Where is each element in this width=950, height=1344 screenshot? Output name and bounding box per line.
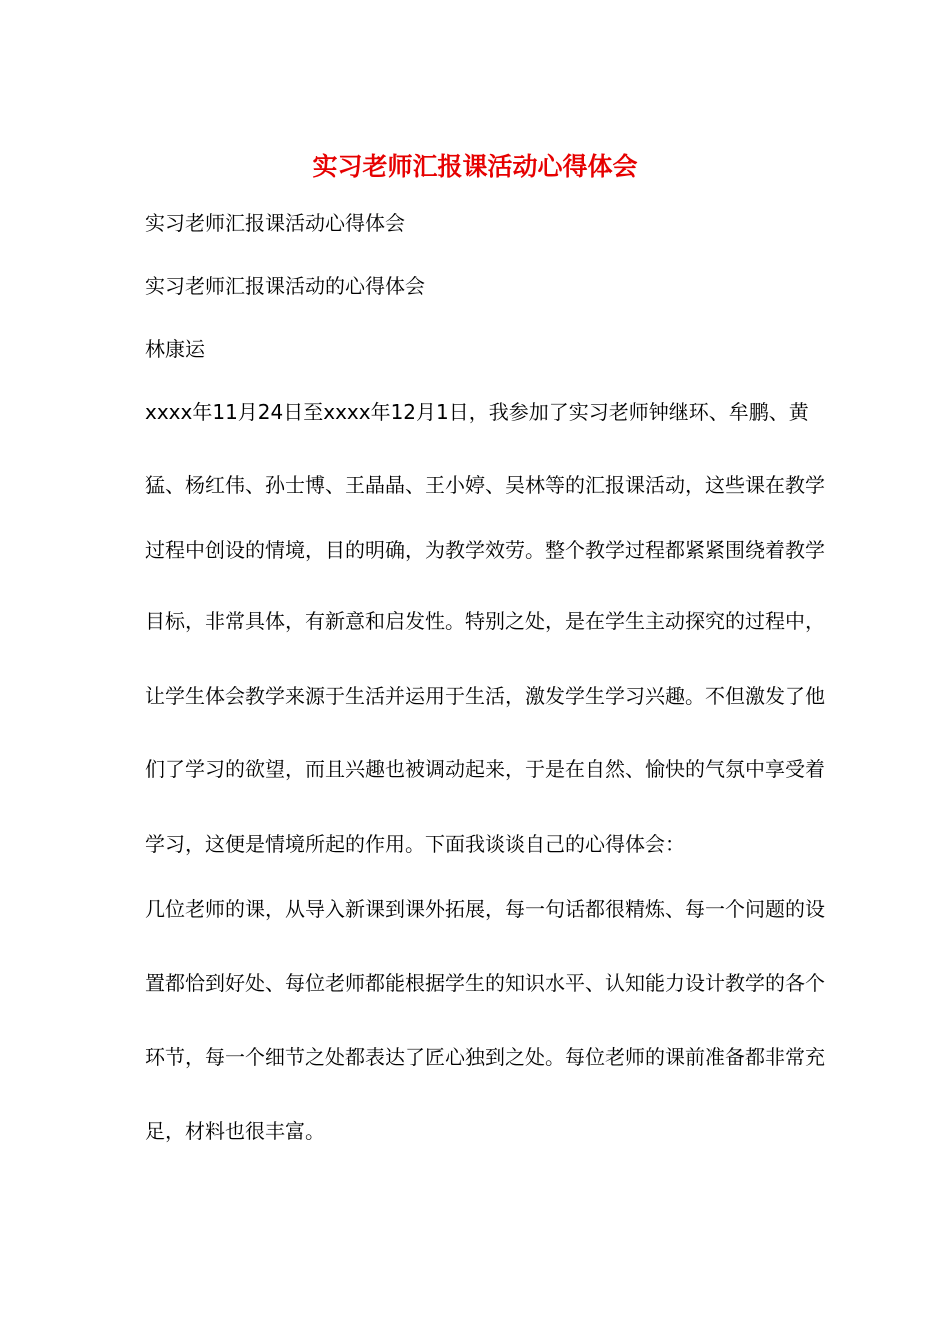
paragraph-line: 让学生体会教学来源于生活并运用于生活，激发学生学习兴趣。不但激发了他	[145, 684, 825, 708]
paragraph-line: 目标，非常具体，有新意和启发性。特别之处，是在学生主动探究的过程中，	[145, 609, 825, 633]
subtitle-line-2: 实习老师汇报课活动的心得体会	[145, 274, 425, 298]
paragraph-line: 环节，每一个细节之处都表达了匠心独到之处。每位老师的课前准备都非常充	[145, 1045, 825, 1069]
paragraph-line: 猛、杨红伟、孙士博、王晶晶、王小婷、吴林等的汇报课活动，这些课在教学	[145, 473, 825, 497]
subtitle-line: 实习老师汇报课活动心得体会	[145, 211, 405, 235]
document-title: 实习老师汇报课活动心得体会	[312, 152, 638, 181]
paragraph-line: xxxx年11月24日至xxxx年12月1日，我参加了实习老师钟继环、牟鹏、黄	[145, 400, 809, 424]
author-name: 林康运	[145, 337, 205, 361]
paragraph-line: 几位老师的课，从导入新课到课外拓展，每一句话都很精炼、每一个问题的设	[145, 897, 825, 921]
paragraph-line: 学习，这便是情境所起的作用。下面我谈谈自己的心得体会：	[145, 832, 685, 856]
paragraph-line: 们了学习的欲望，而且兴趣也被调动起来，于是在自然、愉快的气氛中享受着	[145, 757, 825, 781]
paragraph-line: 过程中创设的情境，目的明确，为教学效劳。整个教学过程都紧紧围绕着教学	[145, 538, 825, 562]
paragraph-line: 足，材料也很丰富。	[145, 1119, 325, 1143]
paragraph-line: 置都恰到好处、每位老师都能根据学生的知识水平、认知能力设计教学的各个	[145, 971, 825, 995]
